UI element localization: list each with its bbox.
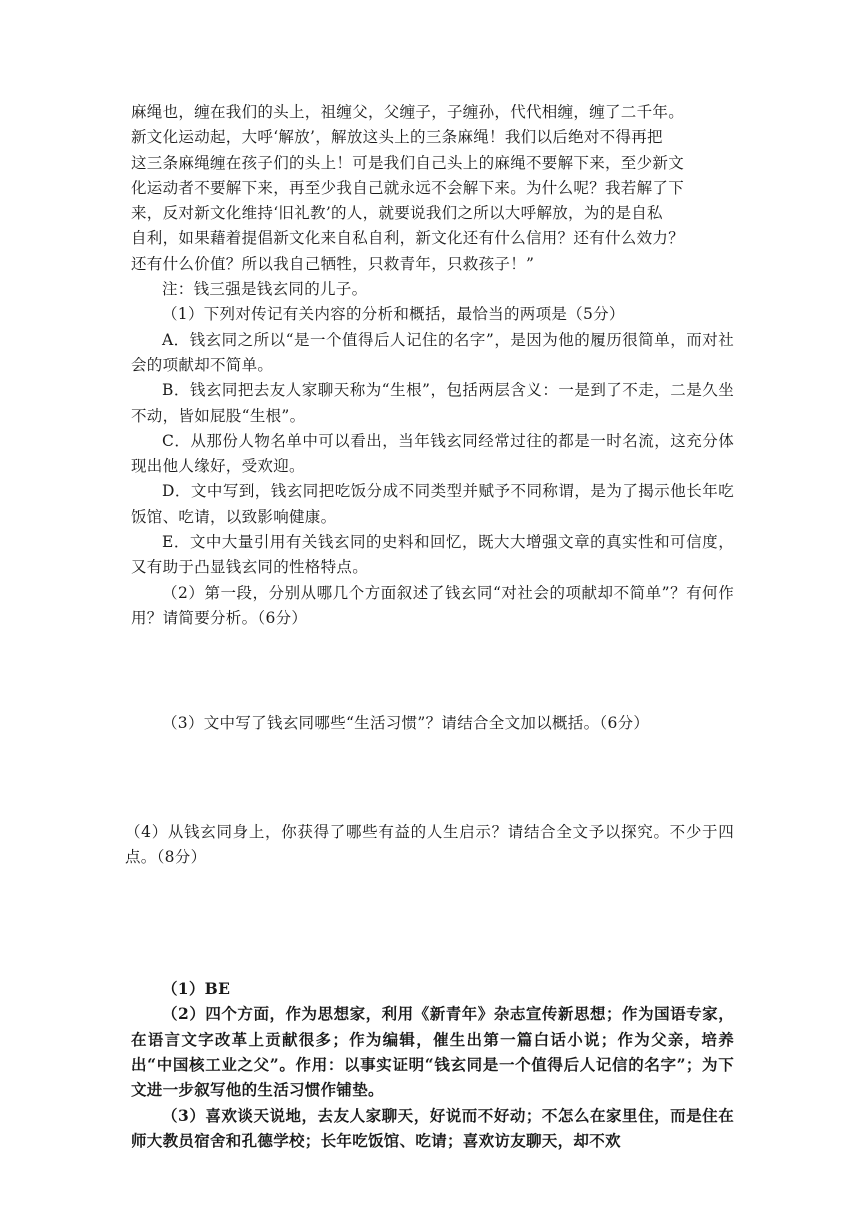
option-d: D．文中写到，钱玄同把吃饭分成不同类型并赋予不同称谓，是为了揭示他长年吃饭馆、吃请，以致影响健康。	[131, 482, 734, 526]
passage-line: 来，反对新文化维持‘旧礼教’的人，就要说我们之所以大呼解放，为的是自私	[131, 204, 663, 223]
answer-space	[131, 737, 734, 820]
question-4: （4）从钱玄同身上，你获得了哪些有益的人生启示？请结合全文予以探究。不少于四点。（8分）	[125, 822, 734, 866]
passage-line: 新文化运动起，大呼‘解放’，解放这头上的三条麻绳！我们以后绝对不得再把	[131, 128, 663, 147]
question-3: （3）文中写了钱玄同哪些“生活习惯”？请结合全文加以概括。（6分）	[162, 714, 650, 733]
option-a: A．钱玄同之所以“是一个值得后人记住的名字”，是因为他的履历很简单，而对社会的项献却不简单。	[131, 330, 734, 374]
answer-key	[131, 976, 734, 1153]
passage	[131, 100, 734, 302]
answer-space	[131, 631, 734, 711]
option-c: C．从那份人物名单中可以看出，当年钱玄同经常过往的都是一时名流，这充分体现出他人缘好，受欢迎。	[131, 431, 734, 476]
passage-line: 这三条麻绳缠在孩子们的头上！可是我们自己头上的麻绳不要解下来，至少新文	[131, 153, 685, 172]
passage-line: 自利，如果藉着提倡新文化来自私自利，新文化还有什么信用？还有什么效力？	[131, 229, 685, 248]
question-1-stem: （1）下列对传记有关内容的分析和概括，最恰当的两项是（5分）	[162, 305, 625, 324]
answer-1: （1）BE	[162, 979, 231, 999]
option-e: E．文中大量引用有关钱玄同的史料和回忆，既大大增强文章的真实性和可信度，又有助于凸显钱玄同的性格特点。	[131, 533, 734, 577]
passage-line: 还有什么价值？所以我自己牺牲，只救青年，只救孩子！”	[131, 254, 535, 273]
option-b: B．钱玄同把去友人家聊天称为“生根”，包括两层含义：一是到了不走，二是久坐不动，皆如屁股“生根”。	[131, 381, 734, 425]
question-2: （2）第一段，分别从哪几个方面叙述了钱玄同“对社会的项献却不简单”？有何作用？请简要分析。（6分）	[131, 583, 734, 627]
answer-2: （2）四个方面，作为思想家，利用《新青年》杂志宣传新思想；作为国语专家，在语言文字改革上贡献很多；作为编辑，催生出第一篇白话小说；作为父亲，培养出“中国核工业之父”。作用：以事实证明“钱玄同是一个值得后人记信的名字”；为下文进一步叙写他的生活习惯作铺垫。	[131, 1004, 734, 1100]
passage-note: 注：钱三强是钱玄同的儿子。	[162, 280, 368, 299]
answer-3: （3）喜欢谈天说地，去友人家聊天，好说而不好动；不怎么在家里住，而是住在师大教员宿舍和孔德学校；长年吃饭馆、吃请；喜欢访友聊天，却不欢	[131, 1105, 734, 1150]
passage-line: 化运动者不要解下来，再至少我自己就永远不会解下来。为什么呢？我若解了下	[131, 178, 685, 197]
passage-line: 麻绳也，缠在我们的头上，祖缠父，父缠子，子缠孙，代代相缠，缠了二千年。	[131, 103, 685, 121]
answer-space	[131, 870, 734, 976]
document-page	[125, 100, 734, 1153]
question-1	[131, 302, 734, 580]
